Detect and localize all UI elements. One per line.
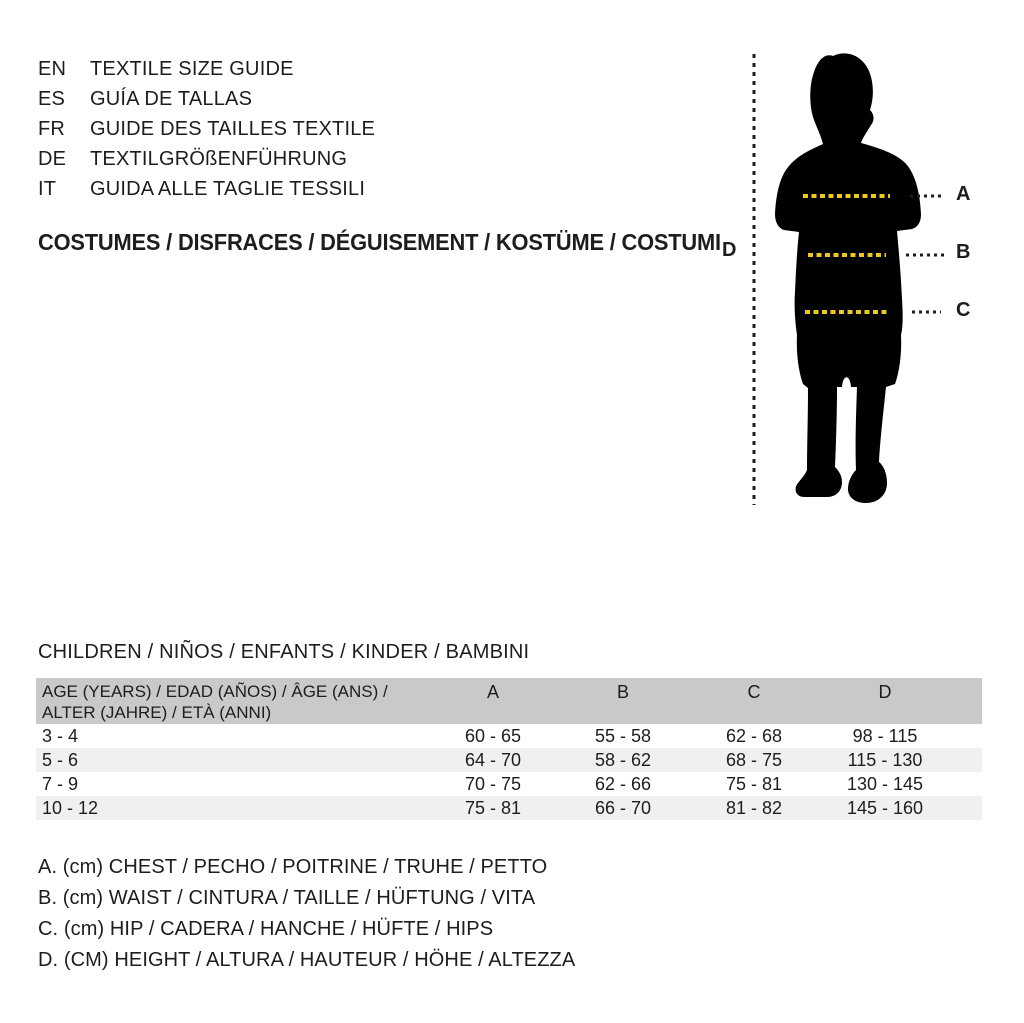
category-title: COSTUMES / DISFRACES / DÉGUISEMENT / KOSTÜME / COSTUMI — [38, 229, 721, 255]
height-value: 130 - 145 — [846, 774, 924, 794]
language-code: ES — [38, 88, 66, 110]
legend-chest: A. (cm) CHEST / PECHO / POITRINE / TRUHE / PETTO — [38, 856, 548, 878]
hip-value: 62 - 68 — [725, 726, 783, 746]
waist-value: 66 - 70 — [594, 798, 652, 818]
row-spacer — [950, 724, 982, 748]
table-row — [36, 796, 982, 820]
table-row — [36, 724, 982, 748]
chest-value: 70 - 75 — [464, 774, 522, 794]
legend-height: D. (CM) HEIGHT / ALTURA / HAUTEUR / HÖHE / ALTEZZA — [38, 949, 576, 971]
age-header-line2: ALTER (JAHRE) / ETÀ (ANNI) — [42, 703, 272, 722]
language-row-fr — [38, 114, 375, 144]
language-row-es — [38, 84, 375, 114]
hip-value: 68 - 75 — [725, 750, 783, 770]
language-label: GUIDE DES TAILLES TEXTILE — [90, 118, 376, 140]
row-spacer — [950, 772, 982, 796]
waist-value: 55 - 58 — [594, 726, 652, 746]
row-spacer — [950, 796, 982, 820]
hip-value: 81 - 82 — [725, 798, 783, 818]
column-header-b: B — [616, 682, 629, 702]
child-silhouette — [775, 53, 921, 503]
height-value: 115 - 130 — [847, 750, 923, 770]
age-cell: 3 - 4 — [42, 726, 79, 746]
hip-value: 75 - 81 — [725, 774, 783, 794]
language-code: EN — [38, 58, 67, 80]
chest-value: 60 - 65 — [464, 726, 522, 746]
chest-value: 64 - 70 — [464, 750, 522, 770]
height-label-d: D — [722, 239, 737, 261]
language-label: GUIDA ALLE TAGLIE TESSILI — [90, 178, 366, 200]
legend-hip: C. (cm) HIP / CADERA / HANCHE / HÜFTE / HIPS — [38, 918, 494, 940]
language-list — [38, 54, 375, 204]
row-spacer — [950, 748, 982, 772]
measurement-legend — [38, 852, 575, 976]
language-code: IT — [38, 178, 57, 200]
age-column-header — [36, 678, 428, 724]
header-spacer — [950, 678, 982, 724]
table-row — [36, 748, 982, 772]
age-header-line1: AGE (YEARS) / EDAD (AÑOS) / ÂGE (ANS) / — [42, 682, 388, 701]
hip-label-c: C — [956, 299, 971, 321]
language-code: FR — [38, 118, 66, 140]
height-value: 145 - 160 — [846, 798, 924, 818]
waist-value: 62 - 66 — [594, 774, 652, 794]
child-figure-svg — [700, 40, 1024, 520]
column-header-c: C — [747, 682, 761, 702]
size-table — [36, 678, 982, 820]
waist-label-b: B — [956, 241, 971, 263]
language-label: GUÍA DE TALLAS — [90, 88, 253, 110]
legend-waist: B. (cm) WAIST / CINTURA / TAILLE / HÜFTUNG / VITA — [38, 887, 536, 909]
language-row-de — [38, 144, 375, 174]
language-label: TEXTILE SIZE GUIDE — [90, 58, 294, 80]
section-title: CHILDREN / NIÑOS / ENFANTS / KINDER / BAMBINI — [38, 641, 530, 663]
age-cell: 7 - 9 — [42, 774, 79, 794]
table-row — [36, 772, 982, 796]
chest-label-a: A — [956, 183, 971, 205]
waist-value: 58 - 62 — [594, 750, 652, 770]
language-row-en — [38, 54, 375, 84]
language-code: DE — [38, 148, 67, 170]
age-cell: 10 - 12 — [42, 798, 99, 818]
chest-value: 75 - 81 — [464, 798, 522, 818]
language-row-it — [38, 174, 375, 204]
column-header-d: D — [878, 682, 892, 702]
height-value: 98 - 115 — [852, 726, 918, 746]
measurement-diagram — [700, 40, 1024, 520]
age-cell: 5 - 6 — [42, 750, 79, 770]
language-label: TEXTILGRÖßENFÜHRUNG — [90, 148, 348, 170]
column-header-a: A — [486, 682, 499, 702]
table-header-row — [36, 678, 982, 724]
